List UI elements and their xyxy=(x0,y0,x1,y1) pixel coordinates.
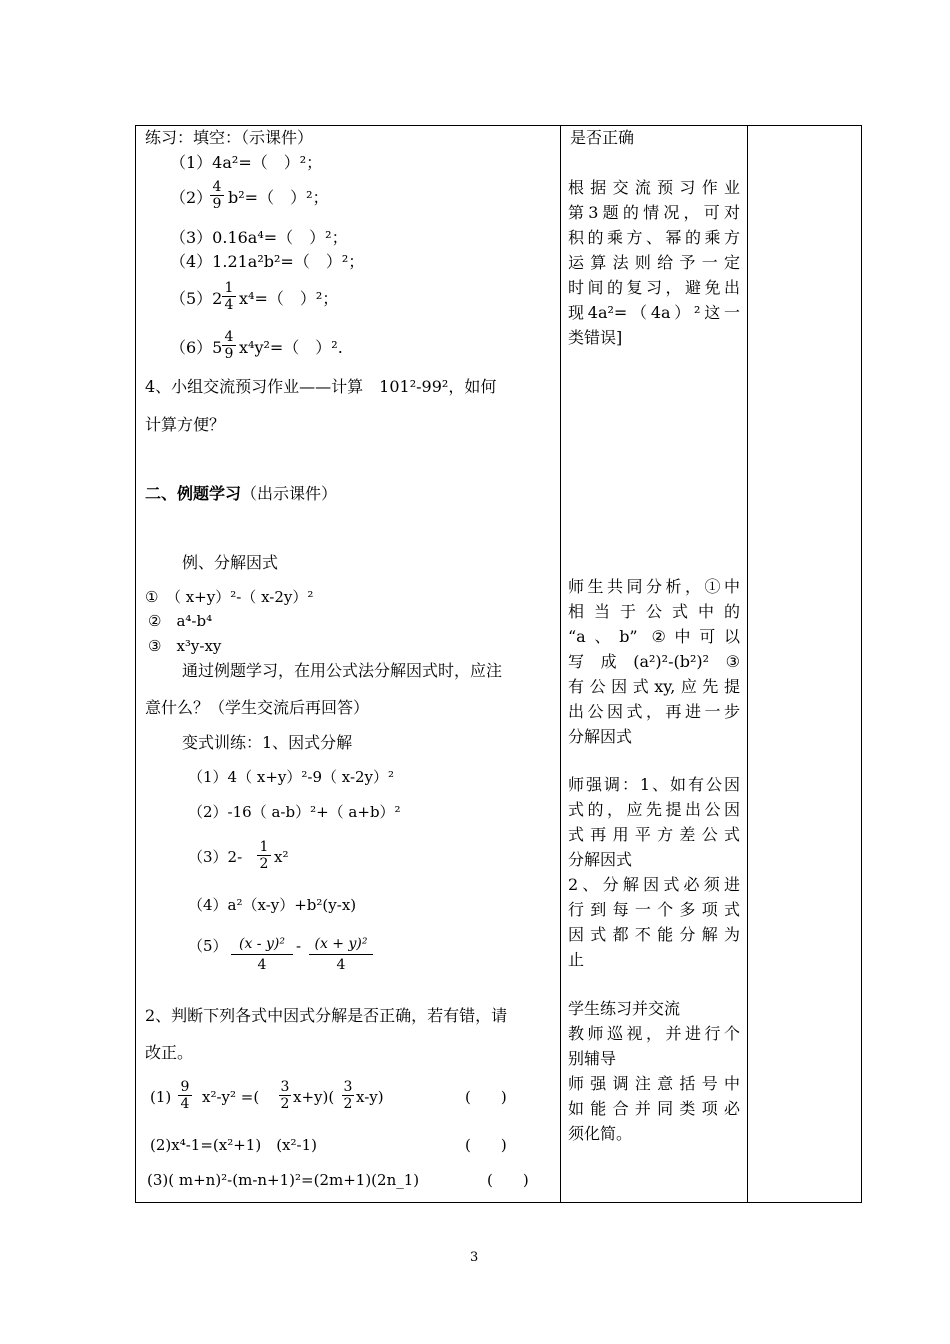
practice-item-6-suffix: x⁴y²=（ ）². xyxy=(239,338,343,357)
judge-2: (2)x⁴-1=(x²+1) (x²-1) xyxy=(150,1136,317,1154)
practice-item-2-suffix: b²=（ ）²； xyxy=(228,188,329,207)
fraction-xmy-4: $\frac{\text{(x - y)²}}{4}$ xyxy=(231,934,293,975)
variant-4: （4）a²（x-y）+b²(y-x) xyxy=(188,896,357,914)
example-1: ① （ x+y）²-（ x-2y）² xyxy=(145,588,314,606)
section2-heading xyxy=(145,484,337,504)
fraction-xpy-4: $\frac{\text{(x + y)²}}{4}$ xyxy=(309,934,373,975)
fraction-3-2-b: $\frac{3}{2}$ xyxy=(343,1079,353,1112)
example-2: ② a⁴-b⁴ xyxy=(148,612,213,630)
example-3: ③ x³y-xy xyxy=(148,637,222,655)
note-correctness: 是否正确 xyxy=(570,128,635,147)
column-divider-2 xyxy=(747,126,748,1202)
example-title: 例、分解因式 xyxy=(182,553,279,572)
practice-item-2-prefix: （2） xyxy=(170,188,213,207)
judge-line2: 改正。 xyxy=(145,1043,194,1062)
practice-title: 练习：填空：（示课件） xyxy=(145,128,314,147)
judge-3-answer-blank[interactable]: ( ) xyxy=(487,1171,529,1189)
fraction-1-2: $\frac{1}{2}$ xyxy=(257,839,271,872)
item4-line1: 4、小组交流预习作业——计算 101²-99²，如何 xyxy=(145,377,497,396)
variant-3-prefix: （3）2- xyxy=(188,848,243,866)
variant-5-prefix: （5） xyxy=(188,937,228,955)
practice-item-4: （4）1.21a²b²=（ ）²； xyxy=(170,252,365,271)
judge-1-mid: x²-y² =( xyxy=(202,1088,260,1106)
item4-line2: 计算方便？ xyxy=(145,415,226,434)
question-line1: 通过例题学习，在用公式法分解因式时，应注 xyxy=(182,661,503,680)
practice-item-5-prefix: （5）2 xyxy=(170,289,223,308)
practice-item-3: （3）0.16a⁴=（ ）²； xyxy=(170,228,348,247)
variant-5-minus: - xyxy=(296,937,302,955)
practice-item-6-prefix: （6）5 xyxy=(170,338,223,357)
fraction-4-9-b: $\frac{4}{9}$ xyxy=(222,329,236,362)
judge-1-suffix: x-y) xyxy=(356,1088,384,1106)
practice-item-5-suffix: x⁴=（ ）²； xyxy=(239,289,339,308)
judge-3: (3)( m+n)²-(m-n+1)²=(2m+1)(2n_1) xyxy=(147,1171,420,1189)
column-divider-1 xyxy=(560,126,561,1202)
judge-2-answer-blank[interactable]: ( ) xyxy=(465,1136,507,1154)
page-number: 3 xyxy=(470,1250,479,1265)
fraction-4-9: $\frac{4}{9}$ xyxy=(210,179,224,212)
variant-2: （2）-16（ a-b）²+（ a+b）² xyxy=(188,803,401,821)
judge-1-answer-blank[interactable]: ( ) xyxy=(465,1088,507,1106)
variant-3-suffix: x² xyxy=(274,848,289,866)
judge-line1: 2、判断下列各式中因式分解是否正确，若有错，请 xyxy=(145,1006,508,1025)
fraction-1-4: $\frac{1}{4}$ xyxy=(222,280,236,313)
judge-1-prefix: (1) xyxy=(150,1088,172,1106)
section2-title: 二、例题学习 xyxy=(145,484,242,503)
practice-item-1: （1）4a²=（ ）²； xyxy=(170,153,323,172)
question-line2: 意什么？（学生交流后再回答） xyxy=(145,698,370,717)
variant-1: （1）4（ x+y）²-9（ x-2y）² xyxy=(188,768,395,786)
variant-title: 变式训练：1、因式分解 xyxy=(182,733,353,752)
section2-note: （出示课件） xyxy=(241,484,338,503)
fraction-3-2-a: $\frac{3}{2}$ xyxy=(280,1079,290,1112)
judge-1-mid2: x+y)( xyxy=(293,1088,335,1106)
fraction-9-4: $\frac{9}{4}$ xyxy=(178,1079,192,1112)
